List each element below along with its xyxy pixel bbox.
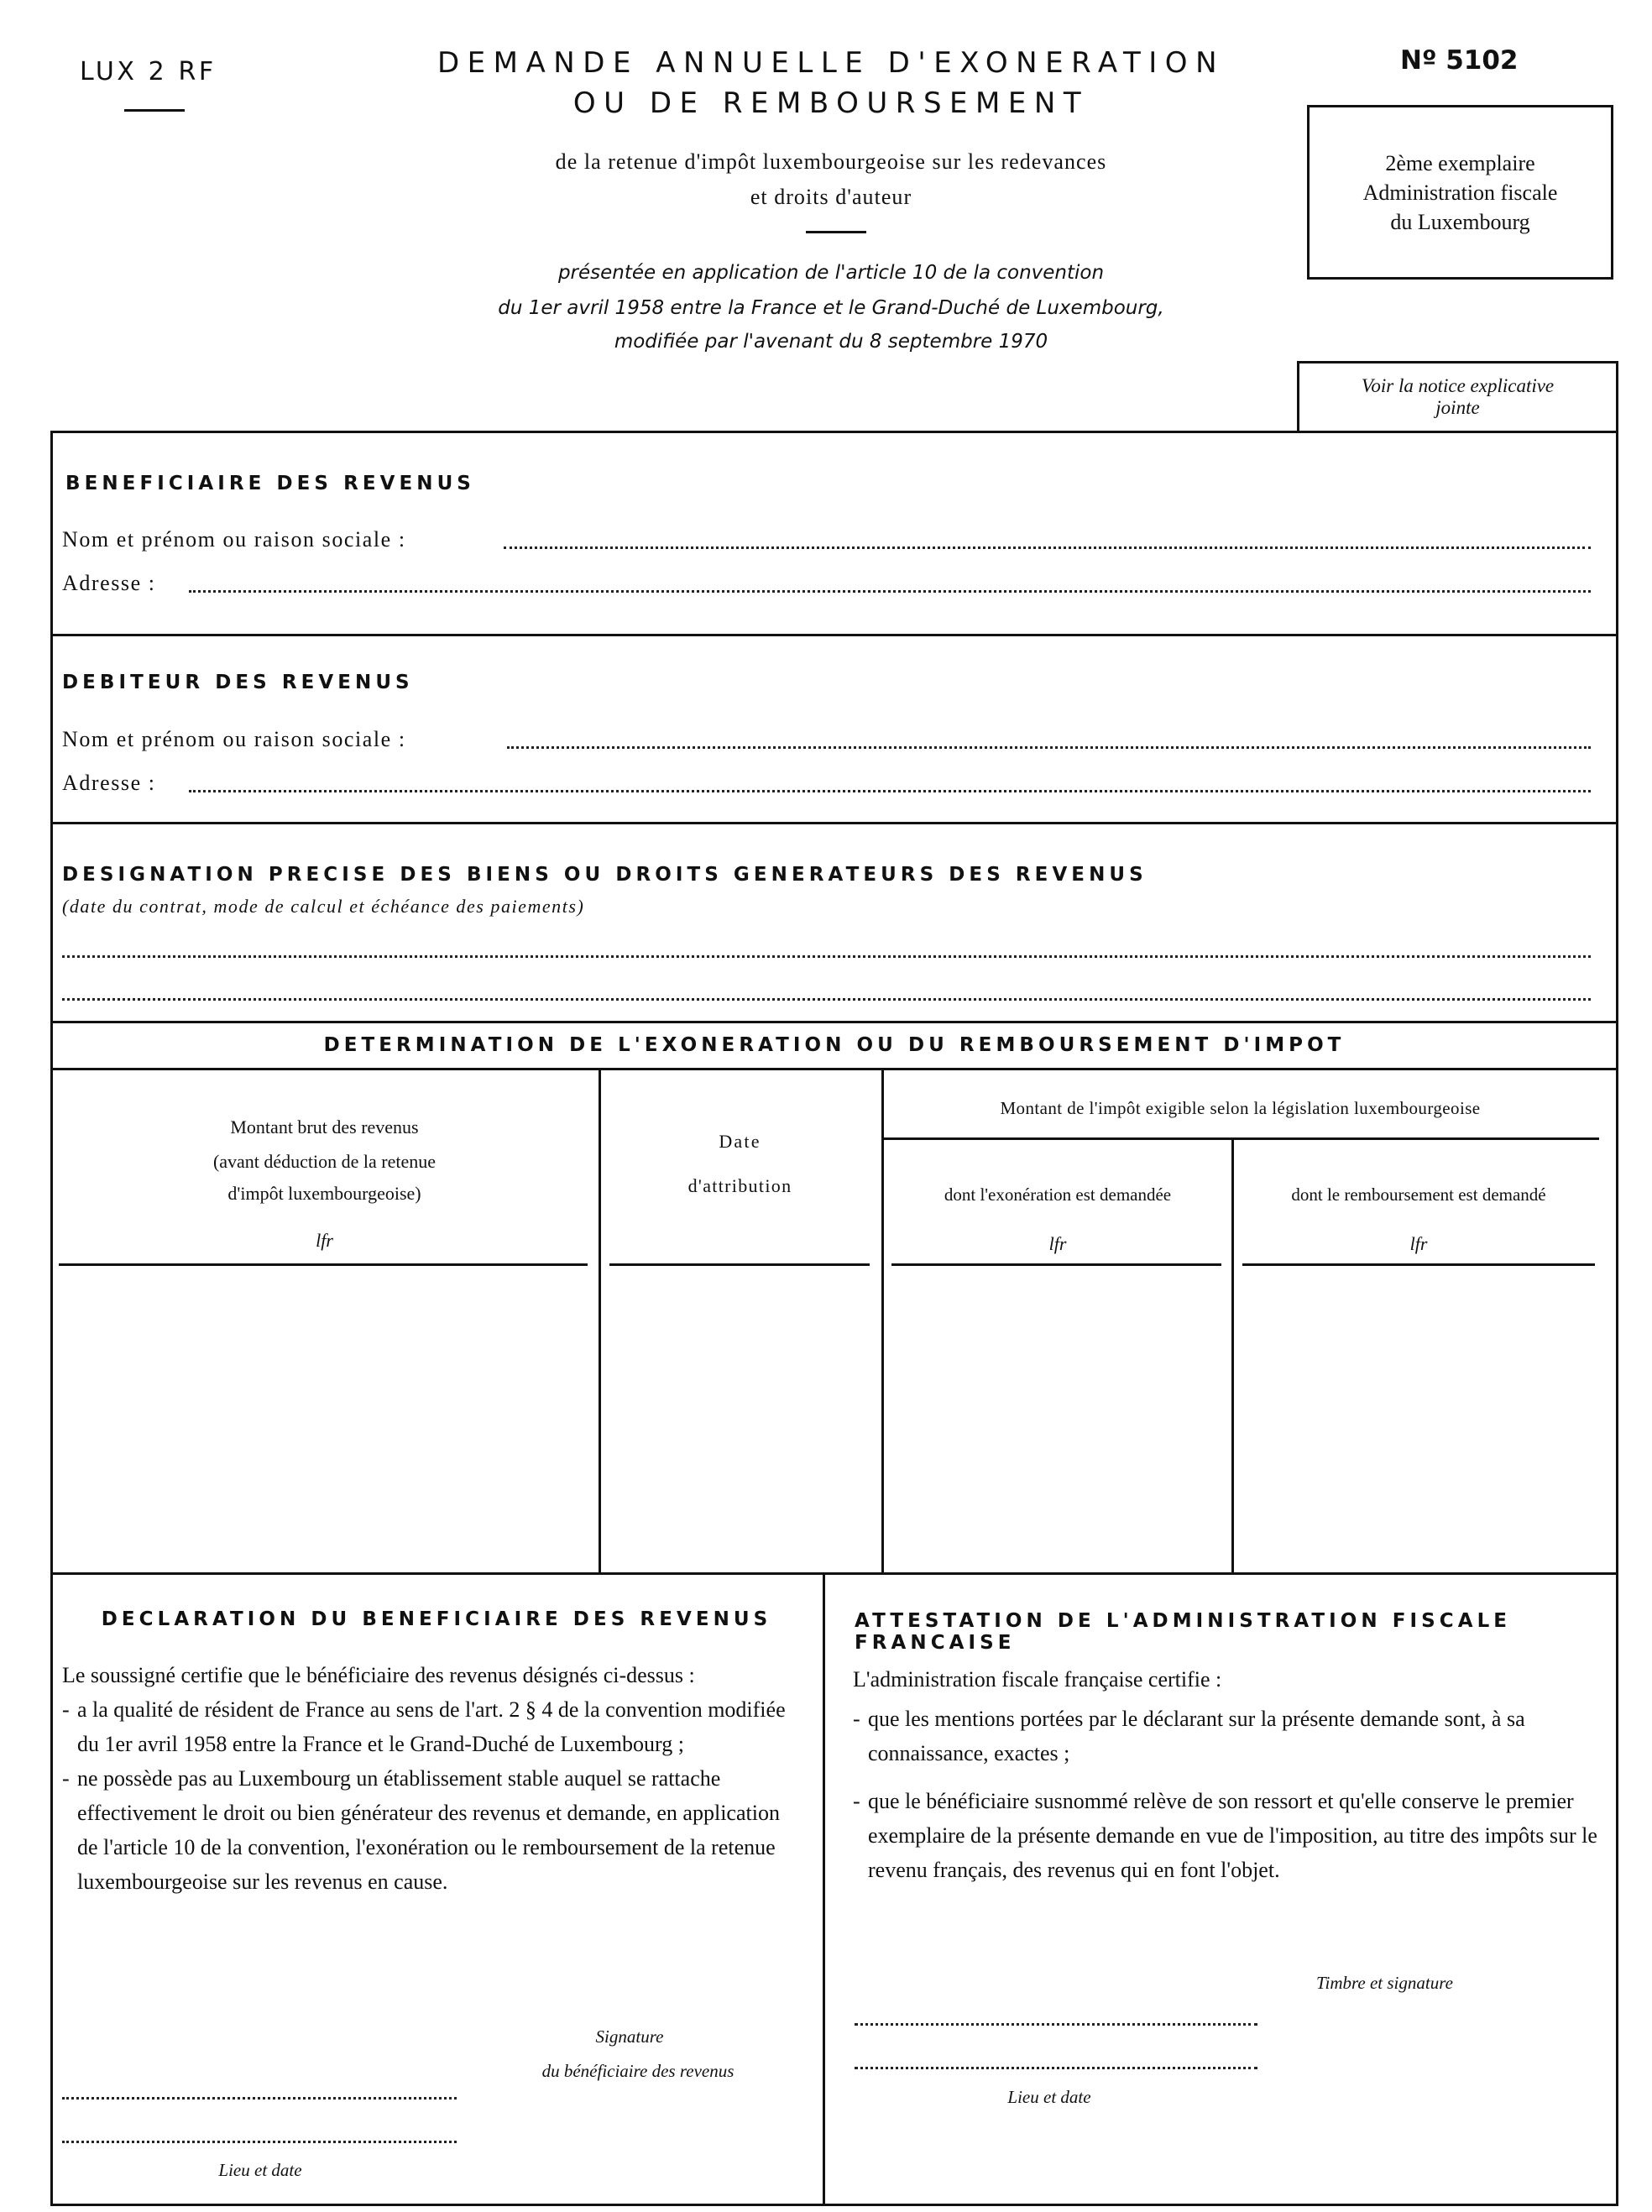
copy-line3: du Luxembourg bbox=[1390, 210, 1530, 234]
debiteur-name-field[interactable] bbox=[507, 746, 1591, 749]
table-cell-montant-brut[interactable] bbox=[59, 1269, 588, 1563]
copy-box bbox=[1307, 105, 1613, 280]
subtitle-divider bbox=[806, 231, 866, 233]
debiteur-address-label: Adresse : bbox=[62, 771, 156, 795]
declaration-place-date-label: Lieu et date bbox=[218, 2160, 302, 2180]
bottom-col-divider bbox=[823, 1572, 825, 2206]
notice-box bbox=[1297, 361, 1618, 433]
divider-debiteur bbox=[50, 822, 1618, 824]
attestation-body bbox=[853, 1662, 1608, 1887]
copy-line1: 2ème exemplaire bbox=[1385, 151, 1535, 175]
debiteur-address-field[interactable] bbox=[189, 790, 1591, 792]
col1-header-line2: (avant déduction de la retenue bbox=[212, 1151, 437, 1172]
beneficiaire-address-label: Adresse : bbox=[62, 571, 156, 595]
legal-reference-line1: présentée en application de l'article 10 de la convention bbox=[557, 262, 1105, 284]
table-cell-remboursement[interactable] bbox=[1242, 1269, 1595, 1563]
col3b-header-underline bbox=[1242, 1263, 1595, 1266]
beneficiaire-title: BENEFICIAIRE DES REVENUS bbox=[65, 473, 475, 494]
col3b-unit: lfr bbox=[1409, 1233, 1428, 1254]
legal-reference-line3: modifiée par l'avenant du 8 septembre 1970 bbox=[614, 331, 1048, 353]
beneficiaire-address-field[interactable] bbox=[189, 590, 1591, 593]
col3a-unit: lfr bbox=[1048, 1233, 1067, 1254]
beneficiaire-name-field[interactable] bbox=[504, 546, 1591, 549]
table-cell-exoneration[interactable] bbox=[891, 1269, 1221, 1563]
designation-field-line2[interactable] bbox=[62, 998, 1591, 1001]
form-code-underline bbox=[124, 109, 185, 112]
divider-beneficiaire bbox=[50, 634, 1618, 636]
col3b-header: dont le remboursement est demandé bbox=[1291, 1184, 1546, 1205]
beneficiaire-name-label: Nom et prénom ou raison sociale : bbox=[62, 527, 406, 552]
col3a-header-underline bbox=[891, 1263, 1221, 1266]
divider-determination-title bbox=[50, 1068, 1618, 1070]
form-subtitle-line2: et droits d'auteur bbox=[750, 185, 912, 209]
debiteur-name-label: Nom et prénom ou raison sociale : bbox=[62, 727, 406, 751]
declaration-intro: Le soussigné certifie que le bénéficiaire des revenus désignés ci-dessus : bbox=[62, 1663, 695, 1687]
determination-title: DETERMINATION DE L'EXONERATION OU DU REMBOURSEMENT D'IMPOT bbox=[323, 1034, 1346, 1056]
form-title-line2: OU DE REMBOURSEMENT bbox=[572, 86, 1090, 120]
form-code: LUX 2 RF bbox=[80, 57, 217, 86]
declaration-place-date-field[interactable] bbox=[62, 2141, 457, 2143]
attestation-title: ATTESTATION DE L'ADMINISTRATION FISCALE FRANCAISE bbox=[855, 1610, 1512, 1654]
attestation-place-date-label: Lieu et date bbox=[1007, 2087, 1091, 2107]
col3-header: Montant de l'impôt exigible selon la législation luxembourgeoise bbox=[1000, 1098, 1481, 1118]
table-cell-date-attribution[interactable] bbox=[609, 1269, 870, 1563]
declaration-title: DECLARATION DU BENEFICIAIRE DES REVENUS bbox=[101, 1608, 772, 1630]
form-number: Nº 5102 bbox=[1400, 45, 1519, 76]
debiteur-title: DEBITEUR DES REVENUS bbox=[62, 672, 414, 693]
divider-determination-bottom bbox=[50, 1572, 1618, 1575]
legal-reference-line2: du 1er avril 1958 entre la France et le Grand-Duché de Luxembourg, bbox=[498, 297, 1164, 319]
form-title-line1: DEMANDE ANNUELLE D'EXONERATION bbox=[437, 46, 1226, 80]
attestation-place-date-field[interactable] bbox=[855, 2067, 1257, 2069]
designation-title: DESIGNATION PRECISE DES BIENS OU DROITS GENERATEURS DES REVENUS bbox=[62, 864, 1148, 886]
table-col3-header-divider bbox=[881, 1137, 1599, 1140]
col1-header-line3: d'impôt luxembourgeoise) bbox=[227, 1183, 421, 1204]
table-col-divider-2 bbox=[881, 1068, 884, 1575]
notice-line1: Voir la notice explicative bbox=[1361, 375, 1555, 396]
declaration-signature-line1: Signature bbox=[595, 2026, 664, 2047]
designation-subtitle: (date du contrat, mode de calcul et échéance des paiements) bbox=[62, 896, 585, 917]
col2-header-underline bbox=[609, 1263, 870, 1266]
attestation-intro: L'administration fiscale française certifie : bbox=[853, 1667, 1222, 1692]
attestation-stamp-label: Timbre et signature bbox=[1316, 1973, 1453, 1993]
col3a-header: dont l'exonération est demandée bbox=[944, 1184, 1172, 1205]
declaration-item-2: - ne possède pas au Luxembourg un établissement stable auquel se rattache effectivement le droit ou bien générateur des revenus et demande, en application de l'article 10 de la convention, l'exonération ou le remboursement de la retenue luxembourgeoise sur les revenus en cause. bbox=[62, 1761, 801, 1899]
form-subtitle-line1: de la retenue d'impôt luxembourgeoise sur les redevances bbox=[555, 149, 1107, 174]
declaration-body bbox=[62, 1658, 801, 1899]
copy-line2: Administration fiscale bbox=[1362, 180, 1558, 205]
col2-header-line1: Date bbox=[719, 1131, 761, 1152]
attestation-item-1: - que les mentions portées par le déclarant sur la présente demande sont, à sa connaissance, exactes ; bbox=[853, 1702, 1608, 1770]
divider-designation bbox=[50, 1021, 1618, 1023]
declaration-signature-field[interactable] bbox=[62, 2097, 457, 2100]
notice-line2: jointe bbox=[1435, 397, 1480, 418]
col1-header-line1: Montant brut des revenus bbox=[230, 1116, 419, 1137]
col2-header-line2: d'attribution bbox=[687, 1175, 792, 1196]
declaration-item-1: - a la qualité de résident de France au sens de l'art. 2 § 4 de la convention modifiée du 1er avril 1958 entre la France et le Grand-Duché de Luxembourg ; bbox=[62, 1692, 801, 1761]
designation-field-line1[interactable] bbox=[62, 955, 1591, 958]
attestation-stamp-field[interactable] bbox=[855, 2023, 1257, 2026]
col1-unit: lfr bbox=[316, 1230, 333, 1251]
col1-header-underline bbox=[59, 1263, 588, 1266]
attestation-item-2: - que le bénéficiaire susnommé relève de son ressort et qu'elle conserve le premier exemplaire de la présente demande en vue de l'imposition, au titre des impôts sur le revenu français, des revenus qui en font l'objet. bbox=[853, 1784, 1608, 1887]
declaration-signature-line2: du bénéficiaire des revenus bbox=[541, 2061, 735, 2081]
